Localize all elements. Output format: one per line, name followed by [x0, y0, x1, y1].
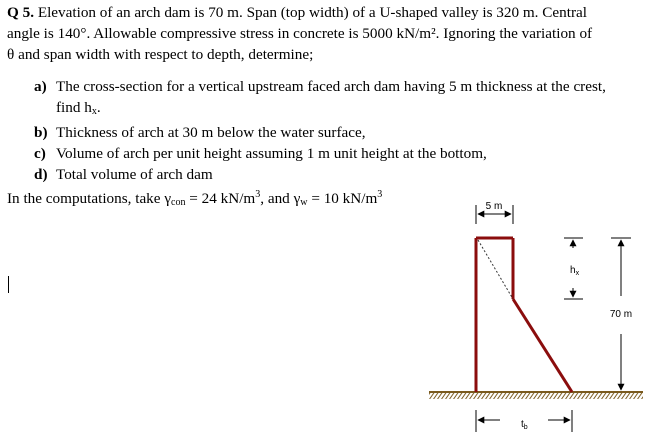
part-b: b) Thickness of arch at 30 m below the water surface, [34, 124, 366, 141]
tb-label: $t_b$ [521, 419, 528, 431]
problem-line-1: Q 5. Elevation of an arch dam is 70 m. Span (top width) of a U-shaped valley is 320 m. Central [7, 4, 587, 21]
part-a: a) The cross-section for a vertical upstream faced arch dam having 5 m thickness at the crest, [34, 78, 606, 95]
dam-dashed-guide-line [478, 240, 513, 299]
height-dimension [610, 238, 632, 390]
question-number: Q 5. [7, 4, 35, 21]
hx-dimension [564, 238, 583, 299]
base-thickness-dimension [476, 410, 572, 432]
dam-downstream-sloped-face [513, 299, 572, 392]
height-label: 70 m [609, 309, 633, 320]
crest-width-dimension [476, 201, 513, 224]
part-a-continuation: find $h_x$. [56, 99, 101, 117]
part-d: d) Total volume of arch dam [34, 166, 213, 183]
problem-line-2: angle is 140°. Allowable compressive stress in concrete is 5000 kN/m². Ignoring the variation of [7, 25, 593, 42]
ground-base [429, 392, 643, 399]
computation-note: In the computations, take $\gamma_{con} = 24$ $kN/m^3$, and $\gamma_w = 10$ $kN/m^3$ [7, 189, 383, 208]
part-c: c) Volume of arch per unit height assuming 1 m unit height at the bottom, [34, 145, 487, 162]
ground-hatching [429, 392, 643, 399]
crest-width-label: 5 m [485, 201, 503, 212]
hx-label: $h_x$ [570, 265, 580, 277]
problem-line-3: θ and span width with respect to depth, determine; [7, 46, 314, 63]
dam-profile [476, 238, 572, 392]
